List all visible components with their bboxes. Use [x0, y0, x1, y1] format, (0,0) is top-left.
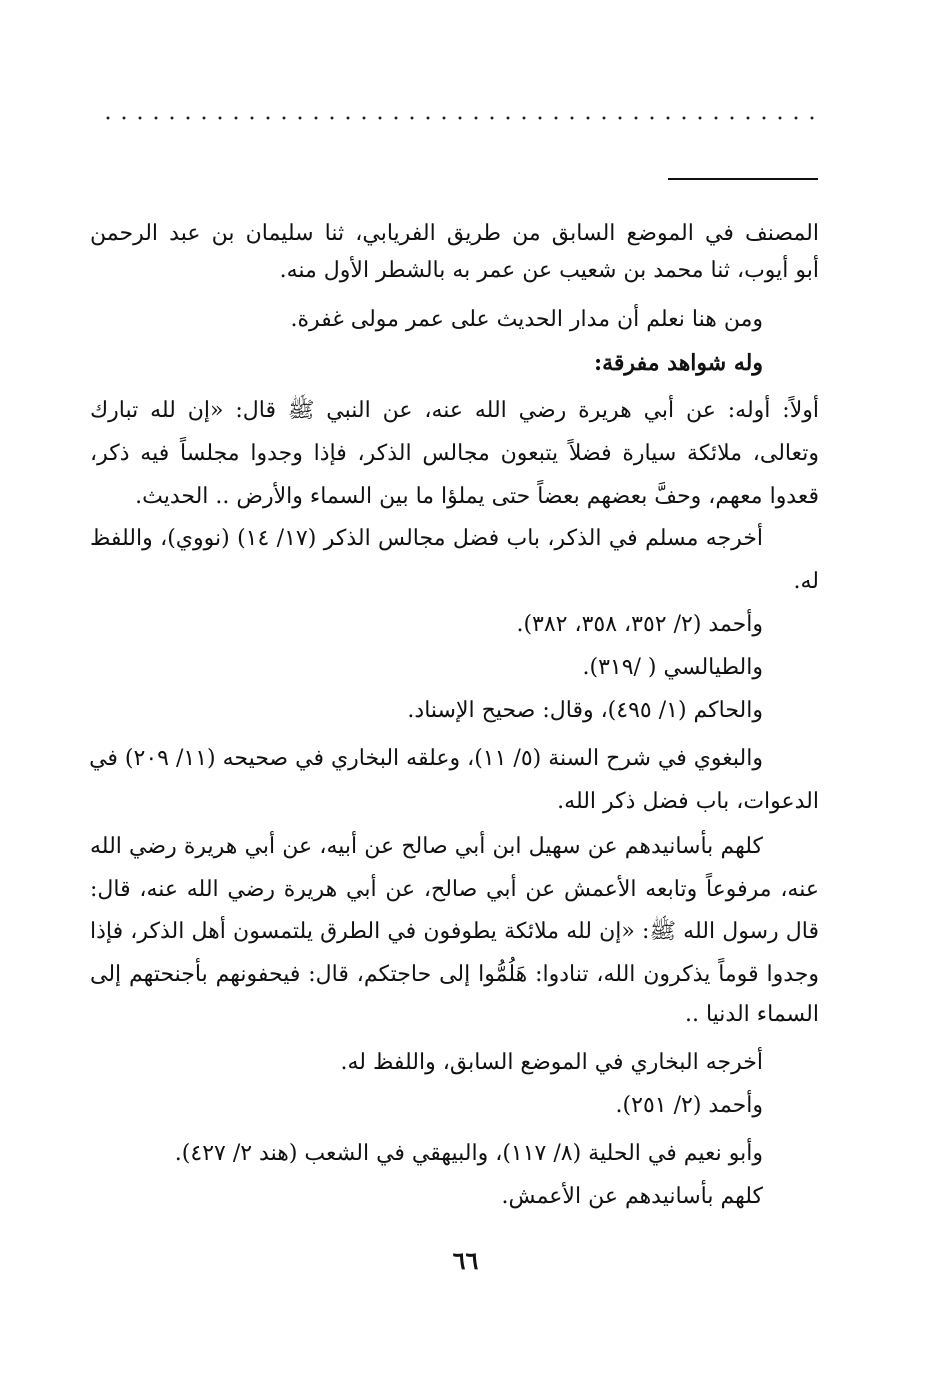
text-line: كلهم بأسانيدهم عن سهيل ابن أبي صالح عن أبيه، عن أبي هريرة رضي الله — [90, 834, 763, 859]
text-line: السماء الدنيا .. — [684, 1002, 819, 1027]
text-line: أبو أيوب، ثنا محمد بن شعيب عن عمر به بالشطر الأول منه. — [279, 258, 819, 283]
text-line: أولاً: أوله: عن أبي هريرة رضي الله عنه، عن النبي ﷺ قال: «إن لله تبارك — [90, 398, 819, 423]
text-line: وأحمد (٢/ ٣٥٢، ٣٥٨، ٣٨٢). — [516, 612, 763, 637]
text-line: عنه، مرفوعاً وتابعه الأعمش عن أبي صالح، عن أبي هريرة رضي الله عنه، قال: — [90, 877, 819, 902]
text-line: أخرجه البخاري في الموضع السابق، واللفظ له. — [340, 1050, 763, 1075]
text-line: والطيالسي ( /٣١٩). — [582, 655, 763, 680]
section-heading: وله شواهد مفرقة: — [594, 350, 763, 376]
text-line: وتعالى، ملائكة سيارة فضلاً يتبعون مجالس الذكر، فإذا وجدوا مجلساً فيه ذكر، — [90, 441, 819, 466]
text-line: قال رسول الله ﷺ: «إن لله ملائكة يطوفون في الطرق يلتمسون أهل الذكر، فإذا — [90, 919, 819, 944]
text-line: والبغوي في شرح السنة (٥/ ١١)، وعلقه البخاري في صحيحه (١١/ ٢٠٩) في — [89, 746, 763, 771]
text-line: كلهم بأسانيدهم عن الأعمش. — [501, 1184, 763, 1209]
text-line: والحاكم (١/ ٤٩٥)، وقال: صحيح الإسناد. — [407, 698, 763, 723]
text-line: وأحمد (٢/ ٢٥١). — [615, 1093, 763, 1118]
text-line: المصنف في الموضع السابق من طريق الفريابي، ثنا سليمان بن عبد الرحمن — [90, 221, 819, 246]
text-line: أخرجه مسلم في الذكر، باب فضل مجالس الذكر (١٧/ ١٤) (نووي)، واللفظ — [90, 526, 764, 551]
text-line: وأبو نعيم في الحلية (٨/ ١١٧)، والبيهقي في الشعب (هند ٢/ ٤٢٧). — [174, 1141, 763, 1166]
text-line: الدعوات، باب فضل ذكر الله. — [557, 789, 819, 814]
text-line: قعدوا معهم، وحفَّ بعضهم بعضاً حتى يملؤا ما بين السماء والأرض .. الحديث. — [135, 484, 819, 509]
dotted-separator — [100, 116, 820, 120]
text-line: له. — [793, 569, 819, 594]
page-number: ٦٦ — [452, 1246, 479, 1275]
footnote-rule — [668, 178, 818, 180]
text-line: وجدوا قوماً يذكرون الله، تنادوا: هَلُمُّوا إلى حاجتكم، قال: فيحفونهم بأجنحتهم إلى — [90, 962, 819, 987]
text-line: ومن هنا نعلم أن مدار الحديث على عمر مولى غفرة. — [290, 307, 763, 332]
